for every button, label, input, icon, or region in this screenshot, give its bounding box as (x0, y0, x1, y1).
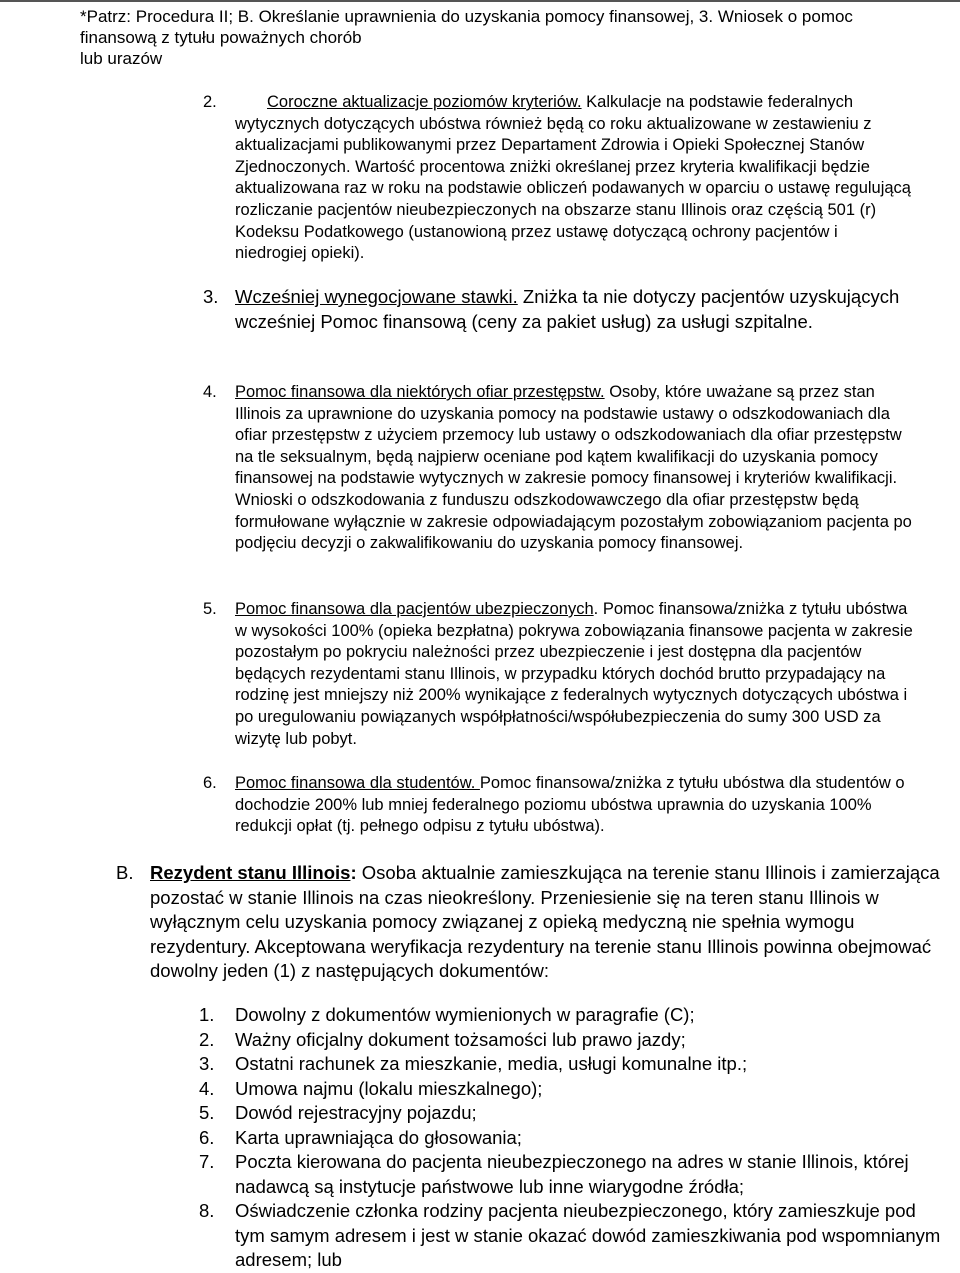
list-item (199, 1077, 949, 1102)
list-item-text: Umowa najmu (lokalu mieszkalnego); (235, 1077, 543, 1099)
list-item-2 (203, 92, 913, 265)
section-title: Rezydent stanu Illinois (150, 862, 351, 883)
list-item-number: 2. (199, 1028, 215, 1050)
header-line: *Patrz: Procedura II; B. Określanie uprawnienia do uzyskania pomocy finansowej, 3. Wniosek o pomoc (80, 7, 853, 26)
list-item-number: 4. (199, 1077, 215, 1099)
item-number: 6. (203, 774, 217, 792)
list-item-text: Poczta kierowana do pacjenta nieubezpieczonego na adres w stanie Illinois, której nadawcą są instytucje państwowe lub inne wiarygodne źródła; (235, 1151, 909, 1197)
item-body: Zniżka ta nie dotyczy pacjentów uzyskujących wcześniej Pomoc finansową (ceny za pakiet usług) za usługi szpitalne. (235, 286, 900, 332)
item-body: Osoby, które uważane są przez stan Illinois za uprawnione do uzyskania pomocy na podstawie ustawy o odszkodowaniach dla ofiar przestępstw z użyciem przemocy lub ustawy o odszkodowaniach dla ofiar przestępstw na tle seksualnym, będą najpierw oceniane pod kątem kwalifikacji do uzyskania pomocy finansowej na podstawie wytycznych w zakresie pomocy finansowej i kryteriów kwalifikacji. Wnioski o odszkodowania z funduszu odszkodowawczego dla ofiar przestępstw będą formułowane wyłącznie w zakresie odpowiadającym pozostałym zobowiązaniom pacjenta po podjęciu decyzji o zakwalifikowaniu do uzyskania pomocy finansowej. (235, 383, 912, 553)
item-number: 3. (203, 286, 219, 307)
document-header (80, 6, 950, 69)
item-title: Coroczne aktualizacje poziomów kryteriów. (267, 93, 582, 111)
item-title-dot: . (593, 600, 599, 618)
list-item-number: 5. (199, 1102, 215, 1123)
list-item-number: 1. (199, 1004, 215, 1025)
list-item (199, 1101, 949, 1126)
item-title: Pomoc finansowa dla niektórych ofiar przestępstw. (235, 383, 605, 401)
item-body: Pomoc finansowa/zniżka z tytułu ubóstwa dla studentów o dochodzie 200% lub mniej federalnego poziomu ubóstwa uprawnia do uzyskania 100% redukcji opłat (tj. pełnego odpisu z tytułu ubóstwa). (235, 774, 905, 836)
list-item-text: Dowód rejestracyjny pojazdu; (235, 1102, 477, 1123)
list-item-6 (203, 773, 923, 838)
header-line: finansową z tytułu poważnych chorób (80, 28, 362, 47)
list-item-number: 8. (199, 1200, 215, 1221)
list-item (199, 1028, 949, 1053)
list-item-text: Oświadczenie członka rodziny pacjenta nieubezpieczonego, który zamieszkuje pod tym samym adresem i jest w stanie okazać dowód zamieszkiwania pod wspomnianym adresem; lub (235, 1200, 941, 1270)
item-title: Wcześniej wynegocjowane stawki. (235, 286, 518, 307)
section-body: Osoba aktualnie zamieszkująca na terenie stanu Illinois i zamierzająca pozostać w stanie Illinois na czas nieokreślony. Przeniesienie się na teren stanu Illinois w wyłącznym celu uzyskania pomocy związanej z opieką medyczną nie spełnia wymogu rezydentury. Akceptowana weryfikacja rezydentury na terenie stanu Illinois powinna obejmować dowolny jeden (1) z następujących dokumentów: (150, 862, 940, 981)
item-number: 4. (203, 383, 217, 401)
list-item (199, 1199, 949, 1273)
list-item (199, 1126, 949, 1151)
top-rule (0, 0, 960, 2)
list-item-3 (203, 285, 903, 334)
documents-list (199, 1003, 949, 1273)
list-item (199, 1150, 949, 1199)
item-body: Kalkulacje na podstawie federalnych wytycznych dotyczących ubóstwa również będą co roku aktualizowane w zestawieniu z aktualizacjami publikowanymi przez Departament Zdrowia i Opieki Społecznej Stanów Zjednoczonych. Wartość procentowa zniżki określanej przez kryteria kwalifikacji będzie aktualizowana raz w roku na podstawie obliczeń podawanych w oparciu o ustawę regulującą rozliczanie pacjentów nieubezpieczonych na obszarze stanu Illinois oraz częścią 501 (r) Kodeksu Podatkowego (ustanowioną przez ustawę dotyczącą ochrony pacjentów i niedrogiej opieki). (235, 93, 911, 263)
list-item-text: Dowolny z dokumentów wymienionych w paragrafie (C); (235, 1004, 695, 1025)
list-item-text: Karta uprawniająca do głosowania; (235, 1126, 522, 1148)
section-letter: B. (116, 862, 134, 883)
list-item-4 (203, 382, 923, 555)
list-item (199, 1052, 949, 1077)
list-item-number: 7. (199, 1151, 215, 1172)
item-title: Pomoc finansowa dla studentów. (235, 774, 480, 792)
item-body: Pomoc finansowa/zniżka z tytułu ubóstwa w wysokości 100% (opieka bezpłatna) pokrywa zobowiązania finansowe pacjenta w zakresie pozostałym po pokryciu należności przez ubezpieczenie i jest dostępna dla pacjentów będących rezydentami stanu Illinois, w przypadku których dochód brutto przypadający na rodzinę jest mniejszy niż 200% wynikające z federalnych wytycznych dotyczących ubóstwa i po uregulowaniu powiązanych współpłatności/współubezpieczenia do sumy 300 USD za wizytę lub pobyt. (235, 600, 913, 748)
section-title-colon: : (350, 862, 357, 883)
list-item-5 (203, 599, 923, 750)
section-b (116, 861, 946, 984)
list-item-number: 6. (199, 1126, 215, 1148)
list-item-text: Ważny oficjalny dokument tożsamości lub prawo jazdy; (235, 1028, 686, 1050)
item-title: Pomoc finansowa dla pacjentów ubezpieczonych (235, 600, 594, 618)
list-item (199, 1003, 949, 1028)
header-line: lub urazów (80, 49, 163, 68)
list-item-text: Ostatni rachunek za mieszkanie, media, usługi komunalne itp.; (235, 1053, 748, 1074)
list-item-number: 3. (199, 1053, 215, 1074)
item-number: 5. (203, 600, 217, 618)
item-number: 2. (203, 93, 217, 111)
